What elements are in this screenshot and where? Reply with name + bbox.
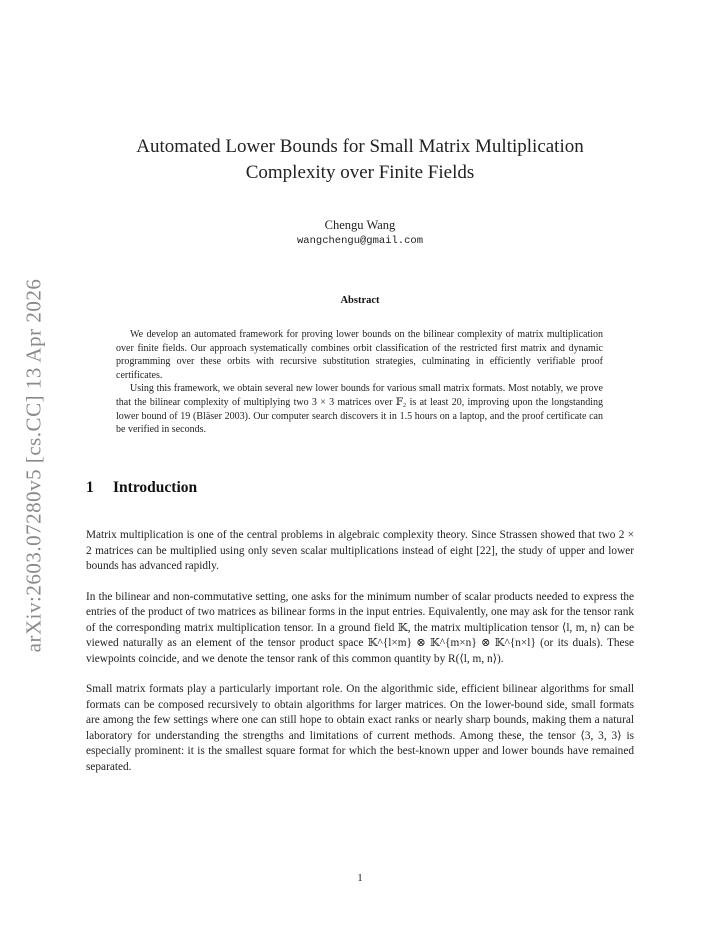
section-number: 1 xyxy=(86,479,94,496)
abstract-heading: Abstract xyxy=(340,295,380,306)
introduction-body xyxy=(86,528,634,790)
author-email: wangchengu@gmail.com xyxy=(296,235,424,247)
page-number: 1 xyxy=(357,872,363,884)
abstract-body xyxy=(116,328,603,437)
author-name: Chengu Wang xyxy=(324,218,396,232)
body-paragraph-2: In the bilinear and non-commutative setting, one asks for the minimum number of scalar products needed to express the entries of the product of two matrices as bilinear forms in the input entries. Equivalently, one may ask for the tensor rank of the corresponding matrix multiplication tensor. In a ground field 𝕂, the matrix multiplication tensor ⟨l, m, n⟩ can be viewed naturally as an element of the tensor product space 𝕂^{l×m} ⊗ 𝕂^{m×n} ⊗ 𝕂^{n×l} (or its duals). These viewpoints coincide, and we denote the tensor rank of this common quantity by R(⟨l, m, n⟩). xyxy=(86,590,634,665)
body-paragraph-1: Matrix multiplication is one of the central problems in algebraic complexity theory. Since Strassen showed that two 2 × 2 matrices can be multiplied using only seven scalar multiplications instead of eight [22], the study of upper and lower bounds has advanced rapidly. xyxy=(86,529,634,572)
body-paragraph-3: Small matrix formats play a particularly important role. On the algorithmic side, efficient bilinear algorithms for small formats can be composed recursively to obtain algorithms for larger matrices. On the lower-bound side, small formats are among the few settings where one can still hope to obtain exact ranks or nearly sharp bounds, making them a natural laboratory for understanding the strengths and limitations of current methods. Among these, the tensor ⟨3, 3, 3⟩ is especially prominent: it is the smallest square format for which the best-known upper and lower bounds have remained separated. xyxy=(86,683,634,773)
paper-title xyxy=(90,134,630,186)
arxiv-sidebar-stamp xyxy=(8,258,60,672)
paper-title-line-2: Complexity over Finite Fields xyxy=(245,162,475,183)
abstract-paragraph-1: We develop an automated framework for proving lower bounds on the bilinear complexity of matrix multiplication over finite fields. Our approach systematically combines orbit classification of the restricted first matrix and dynamic programming over these orbits with recursive substitution strategies, culminating in efficiently verifiable proof certificates. xyxy=(116,329,603,381)
section-heading xyxy=(86,479,197,497)
abstract-paragraph-2: Using this framework, we obtain several new lower bounds for various small matrix formats. Most notably, we prove that the bilinear complexity of multiplying two 3 × 3 matrices over 𝔽₂ is at least 20, improving upon the longstanding lower bound of 19 (Bläser 2003). Our computer search discovers it in 1.5 hours on a laptop, and the proof certificate can be verified in seconds. xyxy=(116,383,603,436)
paper-title-line-1: Automated Lower Bounds for Small Matrix Multiplication xyxy=(136,136,584,157)
arxiv-identifier: arXiv:2603.07280v5 [cs.CC] 13 Apr 2026 xyxy=(21,278,46,652)
section-title: Introduction xyxy=(113,479,198,496)
